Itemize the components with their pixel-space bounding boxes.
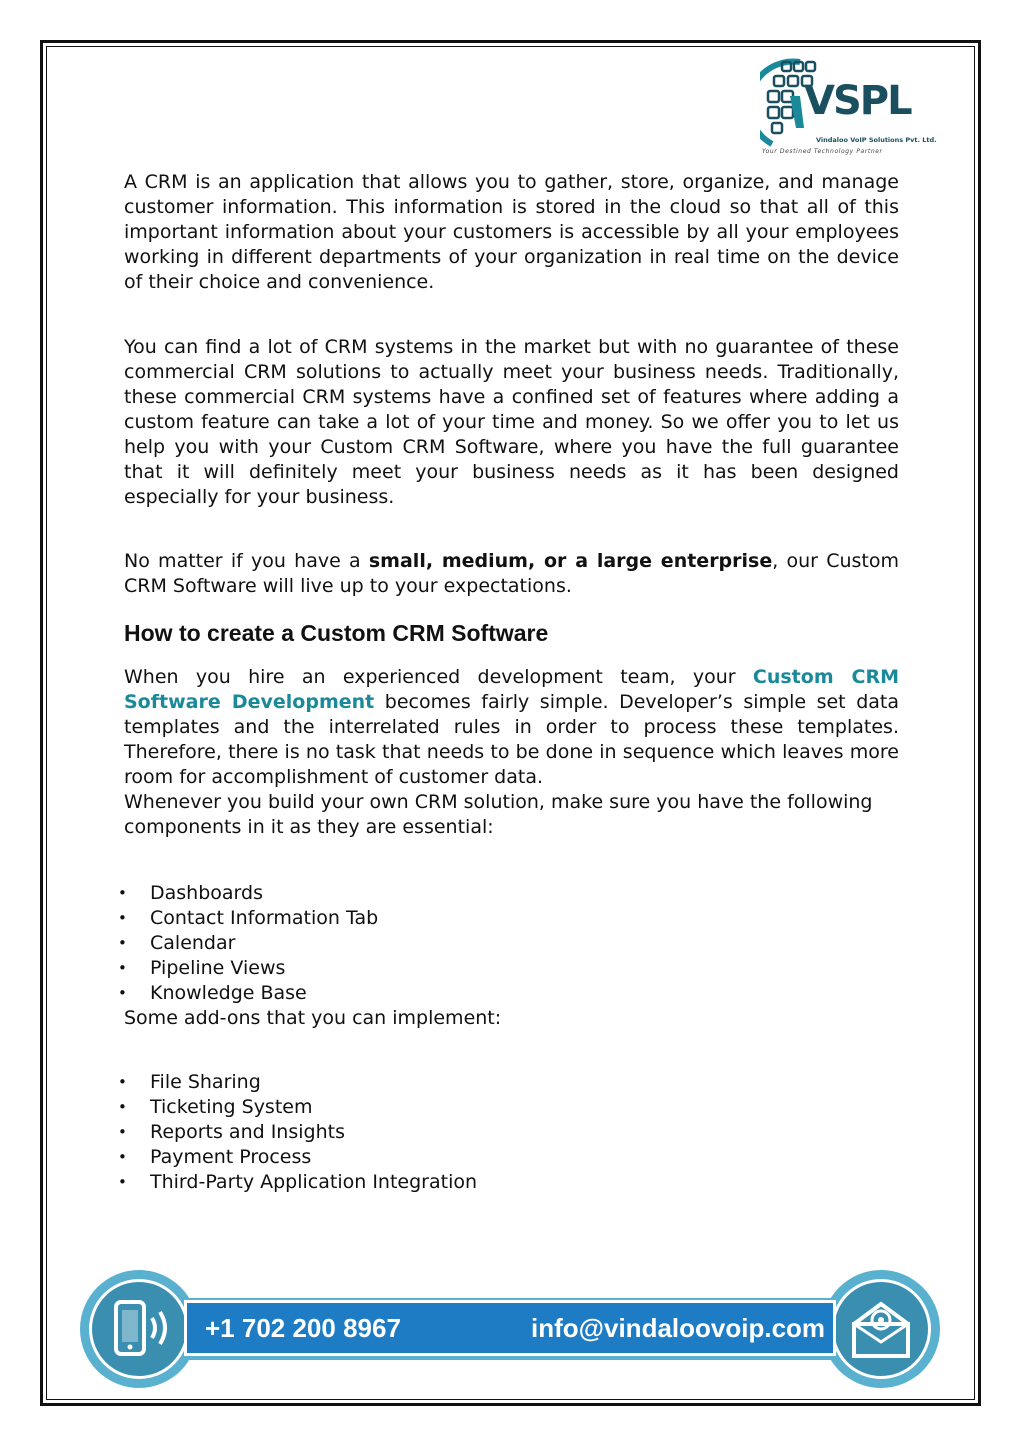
paragraph-development-text-end: becomes fairly simple. Developer’s simple set data templates and the interrelated rules in order to process these templates. Therefore, there is no task that needs to be done in sequence which leaves more room for accomplishment of customer data. [124,691,899,788]
phone-badge-inner [89,1279,189,1379]
email-address[interactable]: info@vindaloovoip.com [531,1313,826,1343]
section-heading: How to create a Custom CRM Software [124,620,549,646]
paragraph-enterprise [124,549,899,599]
list-item: • Third-Party Application Integration [124,1170,899,1195]
paragraph-market: You can find a lot of CRM systems in the market but with no guarantee of these commercial CRM solutions to actually meet your business needs. Traditionally, these commercial CRM systems have a confined set of features where adding a custom feature can take a lot of your time and money. So we offer you to let us help you with your Custom CRM Software, where you have the full guarantee that it will definitely meet your business needs as it has been designed especially for your business. [124,336,899,508]
custom-crm-link[interactable]: Custom CRM Software Development [124,666,899,713]
email-badge-inner [831,1279,931,1379]
contact-banner [80,1270,940,1390]
document-body [124,170,899,1195]
paragraph-addons-intro: Some add-ons that you can implement: [124,1007,502,1029]
paragraph-intro: A CRM is an application that allows you to gather, store, organize, and manage customer information. This information is stored in the cloud so that all of this important information about your customers is accessible by all your employees working in different departments of your organization in real time on the device of their choice and convenience. [124,171,899,293]
email-badge [822,1270,940,1388]
addons-list [124,1070,899,1195]
phone-icon [92,1282,186,1376]
paragraph-components-intro: Whenever you build your own CRM solution, make sure you have the following components in it as they are essential: [124,791,873,838]
paragraph-development-text-start: When you hire an experienced development team, your [124,666,753,688]
list-item: • Pipeline Views [124,956,899,981]
paragraph-enterprise-bold: small, medium, or a large enterprise [368,550,773,572]
list-item: • Dashboards [124,881,899,906]
contact-box [184,1300,836,1356]
list-item: • Knowledge Base [124,981,899,1006]
logo-company-name: Vindaloo VoIP Solutions Pvt. Ltd. [816,136,937,144]
logo-wordmark: VSPL [804,78,911,124]
list-item: • Contact Information Tab [124,906,899,931]
list-item: • Ticketing System [124,1095,899,1120]
list-item: • Calendar [124,931,899,956]
logo-tagline: Your Destined Technology Partner [762,148,883,155]
company-logo [760,58,937,158]
paragraph-enterprise-text-end: , our Custom CRM Software will live up to your expectations. [124,550,900,597]
list-item: • Payment Process [124,1145,899,1170]
phone-number[interactable]: +1 702 200 8967 [205,1313,401,1343]
paragraph-development [124,665,899,790]
components-list [124,881,899,1006]
paragraph-enterprise-text-start: No matter if you have a [124,550,369,572]
list-item: • File Sharing [124,1070,899,1095]
email-icon [834,1282,928,1376]
phone-badge [80,1270,198,1388]
list-item: • Reports and Insights [124,1120,899,1145]
